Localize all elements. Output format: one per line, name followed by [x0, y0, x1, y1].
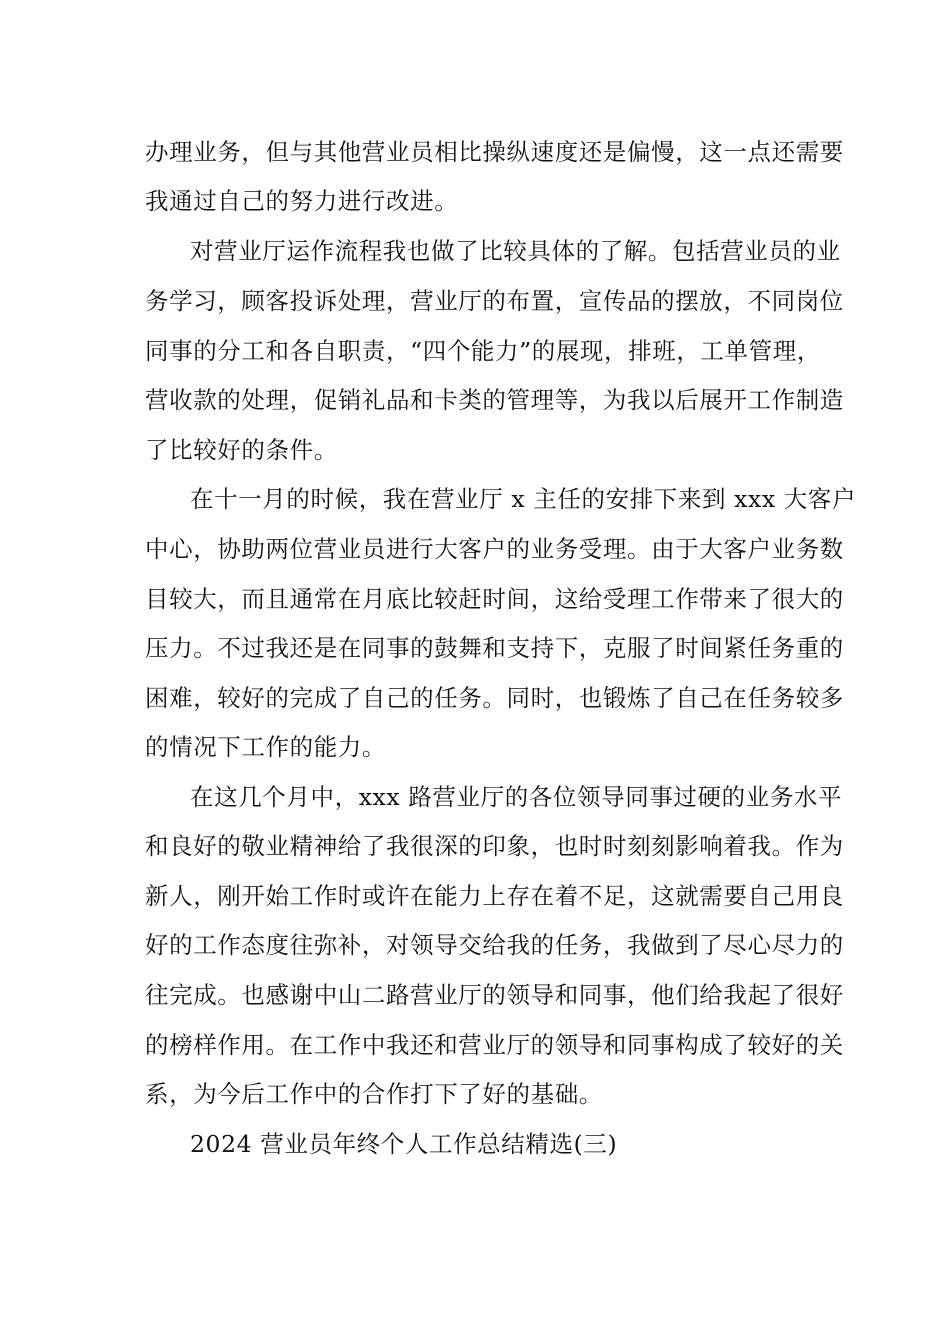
body-text-line: 系，为今后工作中的合作打下了好的基础。 [145, 1080, 603, 1108]
body-text-line: 困难，较好的完成了自己的任务。同时，也锻炼了自己在任务较多 [145, 684, 844, 712]
body-text-line: 的榜样作用。在工作中我还和营业厅的领导和同事构成了较好的关 [145, 1031, 844, 1059]
body-text-line: 往完成。也感谢中山二路营业厅的领导和同事，他们给我起了很好 [145, 981, 844, 1009]
body-text-line: 目较大，而且通常在月底比较赶时间，这给受理工作带来了很大的 [145, 585, 844, 613]
body-text-line: 中心，协助两位营业员进行大客户的业务受理。由于大客户业务数 [145, 535, 844, 563]
body-text-line: 了比较好的条件。 [145, 436, 338, 464]
section-heading: 2024 营业员年终个人工作总结精选(三) [190, 1130, 618, 1158]
body-text-line: 办理业务，但与其他营业员相比操纵速度还是偏慢，这一点还需要 [145, 138, 844, 166]
body-text-line: 和良好的敬业精神给了我很深的印象，也时时刻刻影响着我。作为 [145, 832, 844, 860]
body-text-line: 我通过自己的努力进行改进。 [145, 187, 459, 215]
body-text-line: 的情况下工作的能力。 [145, 733, 386, 761]
body-text-line: 压力。不过我还是在同事的鼓舞和支持下，克服了时间紧任务重的 [145, 634, 844, 662]
body-text-line: 新人，刚开始工作时或许在能力上存在着不足，这就需要自己用良 [145, 882, 844, 910]
paragraph-first-line: 在这几个月中，xxx 路营业厅的各位领导同事过硬的业务水平 [190, 783, 843, 811]
paragraph-first-line: 对营业厅运作流程我也做了比较具体的了解。包括营业员的业 [190, 237, 841, 265]
body-text-line: 务学习，顾客投诉处理，营业厅的布置，宣传品的摆放，不同岗位 [145, 287, 844, 315]
paragraph-first-line: 在十一月的时候，我在营业厅 x 主任的安排下来到 xxx 大客户 [190, 485, 857, 513]
body-text-line: 好的工作态度往弥补，对领导交给我的任务，我做到了尽心尽力的 [145, 931, 844, 959]
body-text-line: 同事的分工和各自职责，“四个能力”的展现，排班，工单管理， [145, 337, 821, 365]
body-text-line: 营收款的处理，促销礼品和卡类的管理等，为我以后展开工作制造 [145, 386, 844, 414]
